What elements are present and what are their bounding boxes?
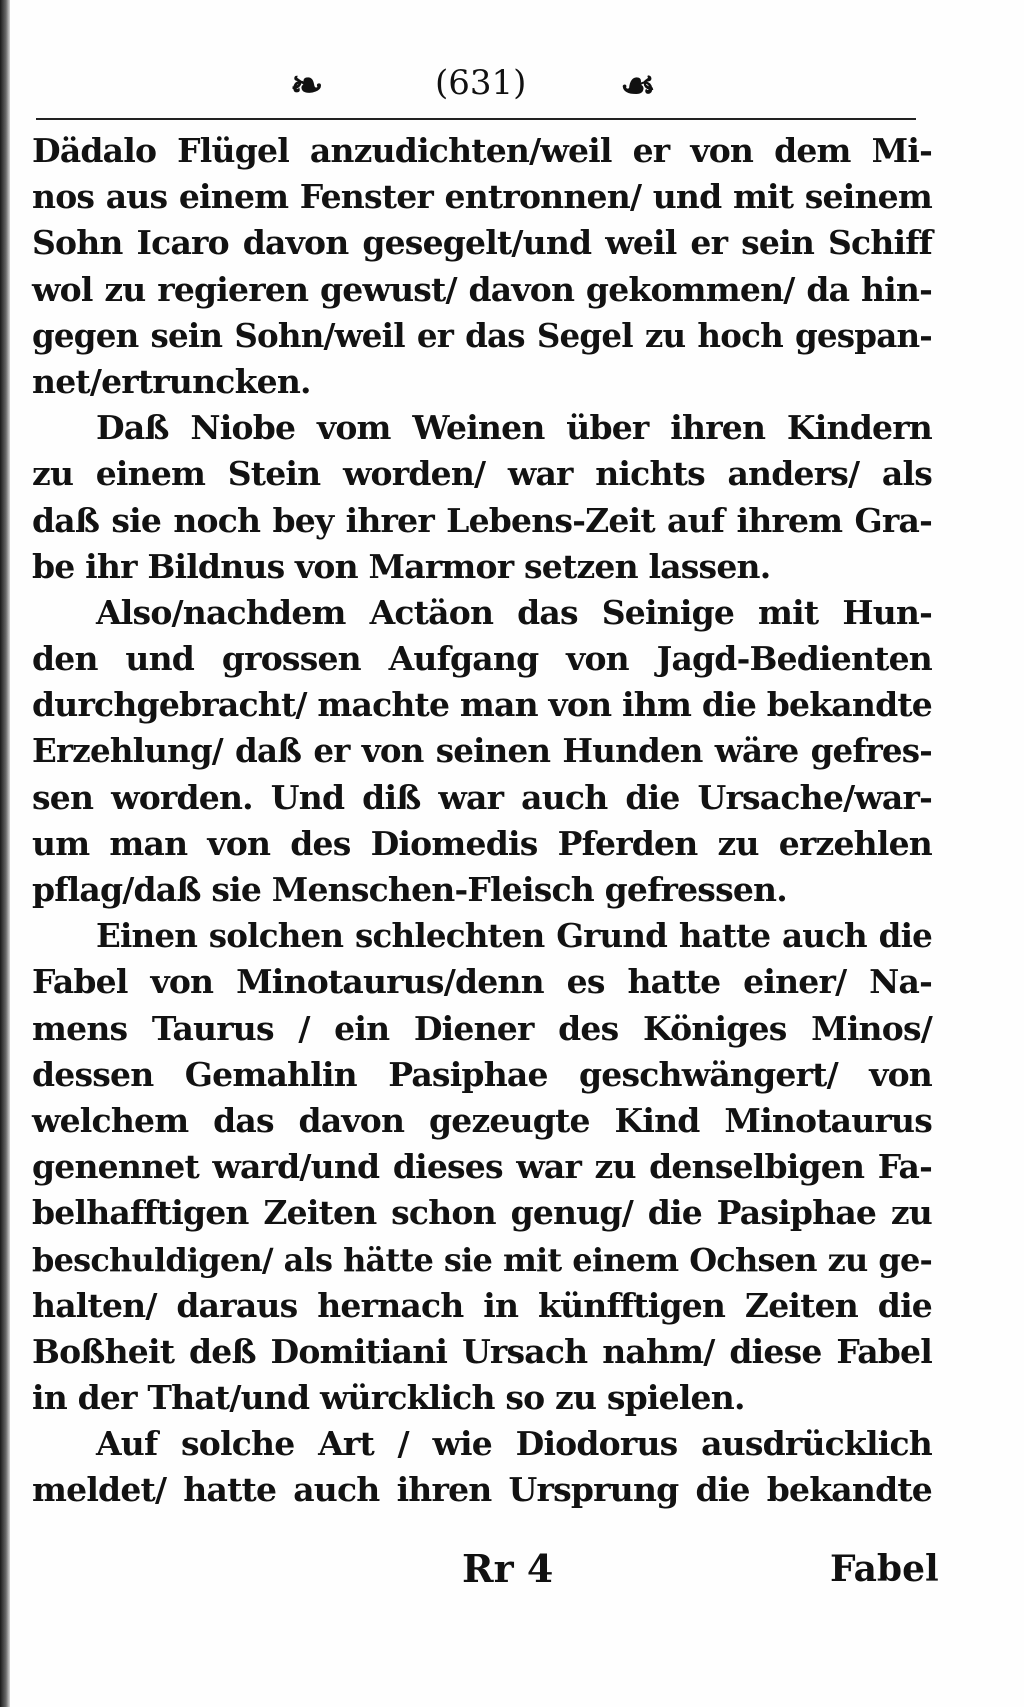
running-header bbox=[0, 60, 1024, 120]
text-line: meldet/ hatte auch ihren Ursprung die bekandte bbox=[32, 1470, 932, 1510]
signature-mark: Rr 4 bbox=[462, 1546, 554, 1591]
catchword: Fabel bbox=[830, 1548, 939, 1590]
text-line: Einen solchen schlechten Grund hatte auch die bbox=[96, 916, 932, 956]
text-line: in der That/und würcklich so zu spielen. bbox=[32, 1378, 745, 1418]
text-line: durchgebracht/ machte man von ihm die bekandte bbox=[32, 685, 932, 725]
text-line: um man von des Diomedis Pferden zu erzehlen bbox=[32, 823, 932, 863]
text-line: Boßheit deß Domitiani Ursach nahm/ diese Fabel bbox=[32, 1331, 932, 1371]
page-binding-edge bbox=[0, 0, 10, 1707]
text-line: Auf solche Art / wie Diodorus ausdrücklich bbox=[96, 1424, 932, 1464]
text-line: Fabel von Minotaurus/denn es hatte einer/ Na- bbox=[32, 962, 932, 1002]
text-line: genennet ward/und dieses war zu denselbigen Fa- bbox=[32, 1147, 932, 1187]
text-line: sen worden. Und diß war auch die Ursache/war- bbox=[32, 777, 932, 817]
text-line: be ihr Bildnus von Marmor setzen lassen. bbox=[32, 546, 771, 586]
text-line: beschuldigen/ als hätte sie mit einem Ochsen zu ge- bbox=[32, 1240, 932, 1279]
page-number: (631) bbox=[435, 63, 527, 103]
text-line: mens Taurus / ein Diener des Königes Minos/ bbox=[32, 1008, 932, 1048]
text-line: wol zu regieren gewust/ davon gekommen/ da hin- bbox=[32, 269, 932, 309]
text-line: gegen sein Sohn/weil er das Segel zu hoch gespan- bbox=[32, 315, 932, 355]
text-line: nos aus einem Fenster entronnen/ und mit seinem bbox=[32, 177, 932, 217]
text-line: zu einem Stein worden/ war nichts anders/ als bbox=[32, 454, 932, 494]
text-line: belhafftigen Zeiten schon genug/ die Pasiphae zu bbox=[32, 1193, 932, 1233]
text-line: dessen Gemahlin Pasiphae geschwängert/ von bbox=[32, 1054, 932, 1094]
text-line: daß sie noch bey ihrer Lebens-Zeit auf ihrem Gra- bbox=[32, 500, 932, 540]
text-line: pflag/daß sie Menschen-Fleisch gefressen. bbox=[32, 870, 787, 909]
page-footer bbox=[0, 1546, 1024, 1596]
header-ornament-right-icon: ☙ bbox=[620, 62, 656, 109]
text-line: Dädalo Flügel anzudichten/weil er von dem Mi- bbox=[32, 131, 932, 170]
header-rule bbox=[36, 118, 916, 120]
text-line: Also/nachdem Actäon das Seinige mit Hun- bbox=[96, 592, 932, 632]
text-line: Erzehlung/ daß er von seinen Hunden wäre gefres- bbox=[32, 731, 932, 771]
header-ornament-left-icon: ❧ bbox=[290, 62, 324, 109]
text-line: den und grossen Aufgang von Jagd-Bedienten bbox=[32, 639, 932, 679]
text-line: welchem das davon gezeugte Kind Minotaurus bbox=[32, 1100, 932, 1140]
text-line: Daß Niobe vom Weinen über ihren Kindern bbox=[96, 408, 932, 448]
text-line: Sohn Icaro davon gesegelt/und weil er sein Schiff bbox=[32, 223, 932, 263]
body-text bbox=[32, 128, 932, 1514]
text-line: halten/ daraus hernach in künfftigen Zeiten die bbox=[32, 1285, 932, 1325]
text-line: net/ertruncken. bbox=[32, 361, 311, 401]
